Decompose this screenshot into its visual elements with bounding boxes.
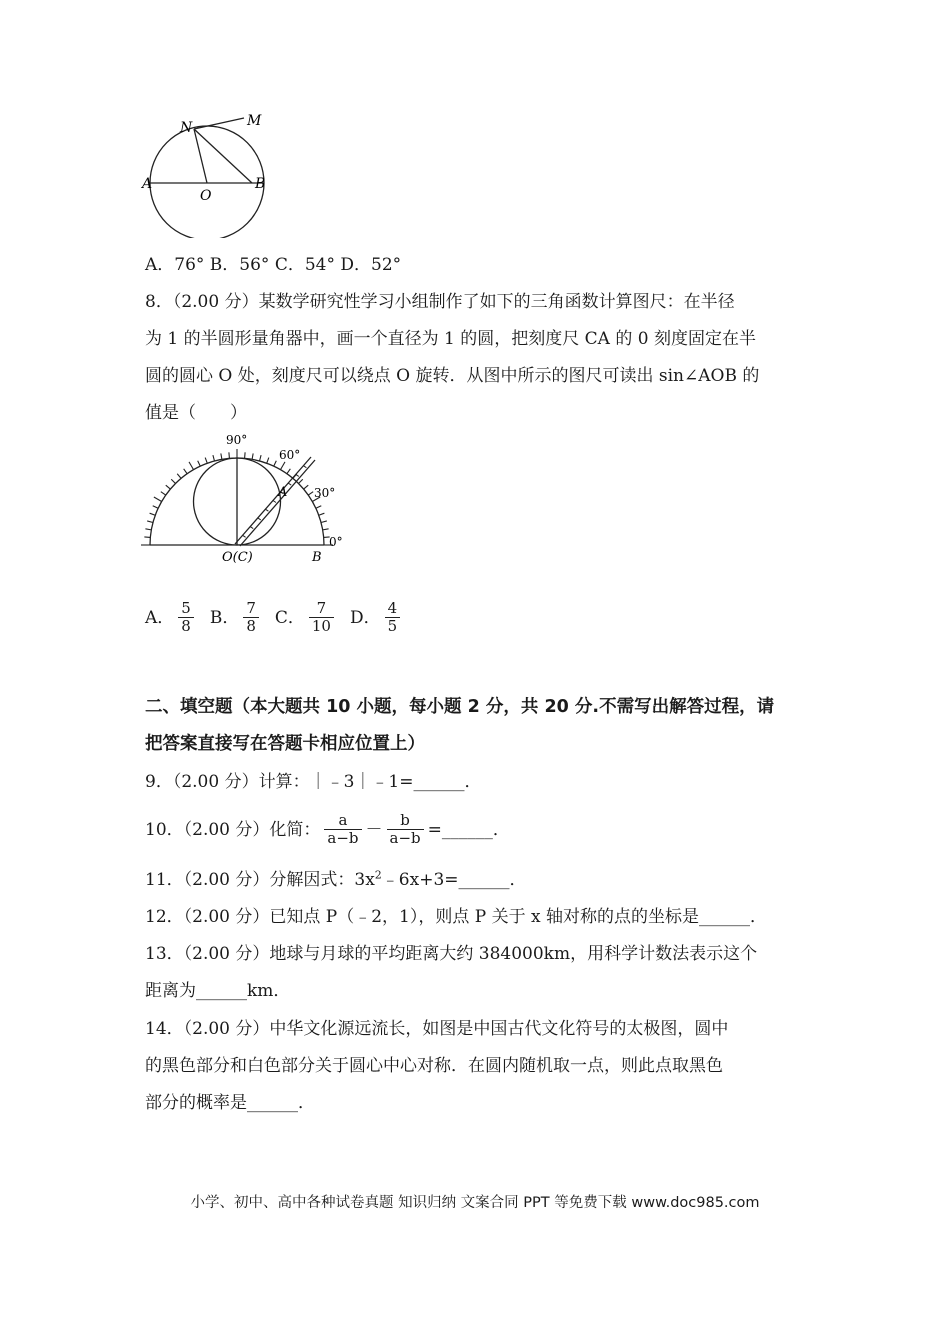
label-b: B (312, 550, 322, 565)
protractor-tick (189, 462, 194, 470)
q8-option-b-fraction: $\frac{7}{8}$ (243, 600, 259, 635)
protractor-tick (323, 529, 329, 530)
protractor-tick (177, 474, 181, 479)
protractor-tick (319, 513, 325, 515)
q8-option-c-letter: C． (274, 607, 305, 628)
q9: 9．（2.00 分）计算：｜﹣3｜﹣1=______． (145, 772, 482, 792)
label-90: 90° (226, 433, 248, 447)
protractor-tick (245, 452, 246, 458)
q13-line-2: 距离为______km． (145, 981, 291, 1001)
chord-nb (194, 129, 252, 183)
label-30: 30° (314, 486, 336, 500)
label-m: M (247, 113, 262, 129)
q14-line-3: 部分的概率是______． (145, 1093, 315, 1113)
q8-option-a-fraction: $\frac{5}{8}$ (178, 600, 194, 635)
q8-options (145, 600, 404, 635)
ruler-ca (235, 457, 315, 546)
protractor-tick (150, 513, 156, 515)
protractor-tick (145, 529, 151, 530)
q8-option-c-fraction: $\frac{7}{10}$ (309, 600, 334, 635)
protractor-tick (321, 521, 327, 523)
ruler-tick (273, 501, 276, 503)
label-a: A (142, 176, 153, 192)
ruler-tick (296, 474, 299, 476)
protractor-tick (147, 521, 153, 523)
q10-minus: － (365, 819, 383, 840)
protractor-tick (161, 492, 166, 495)
page-footer: 小学、初中、高中各种试卷真题 知识归纳 文案合同 PPT 等免费下载 www.doc985.com (190, 1195, 760, 1211)
label-b: B (255, 176, 266, 192)
q10-prefix: 10．（2.00 分）化简： (145, 819, 321, 840)
q8-option-d-fraction: $\frac{4}{5}$ (385, 600, 401, 635)
q8-line-4: 值是（ ） (145, 403, 247, 423)
protractor-tick (260, 455, 262, 461)
q8-option-a-letter: A． (145, 607, 175, 628)
q11-exponent: 2 (374, 868, 382, 882)
label-60: 60° (279, 448, 301, 462)
q8-line-1: 8．（2.00 分）某数学研究性学习小组制作了如下的三角函数计算图尺：在半径 (145, 292, 735, 312)
q7-options: A．76° B．56° C．54° D．52° (145, 255, 402, 275)
protractor-tick (281, 462, 286, 470)
protractor-tick (267, 458, 269, 464)
label-oc: O(C) (222, 550, 253, 565)
ruler-tick (243, 535, 246, 537)
q11-prefix: 11．（2.00 分）分解因式：3x (145, 870, 375, 890)
protractor-tick (308, 492, 313, 495)
q8-option-b-letter: B． (209, 607, 240, 628)
protractor-tick (274, 461, 277, 466)
ruler-tick (303, 466, 306, 468)
q12: 12．（2.00 分）已知点 P（﹣2，1），则点 P 关于 x 轴对称的点的坐标是______． (145, 907, 768, 927)
q11-suffix: ﹣6x+3=______． (381, 870, 527, 890)
protractor-tick (171, 479, 175, 483)
protractor-tick (205, 458, 207, 464)
protractor-tick (287, 469, 290, 474)
ruler-tick (250, 527, 253, 529)
protractor-tick (153, 506, 158, 509)
protractor-tick (252, 453, 253, 459)
label-o: O (200, 188, 212, 204)
protractor-figure (140, 430, 360, 570)
protractor-tick (304, 485, 309, 489)
q8-line-2: 为 1 的半圆形量角器中，画一个直径为 1 的圆，把刻度尺 CA 的 0 刻度固定在半 (145, 329, 756, 349)
label-0: 0° (329, 535, 343, 549)
q10-suffix: =______． (427, 819, 510, 840)
protractor-tick (144, 537, 150, 538)
protractor-tick (166, 485, 171, 489)
q8-option-d-letter: D． (349, 607, 381, 628)
ruler-tick (265, 509, 268, 511)
q10-fraction-2: $\frac{b}{a-b}$ (387, 812, 424, 847)
protractor-tick (221, 453, 222, 459)
protractor-tick (198, 461, 201, 466)
label-a: A (278, 485, 288, 500)
protractor-tick (213, 455, 215, 461)
section-2-heading-line-1: 二、填空题（本大题共 10 小题，每小题 2 分，共 20 分.不需写出解答过程，请 (145, 697, 775, 717)
protractor-tick (184, 469, 187, 474)
ruler-tick (288, 483, 291, 485)
q8-line-3: 圆的圆心 O 处，刻度尺可以绕点 O 旋转．从图中所示的图尺可读出 sin∠AOB 的 (145, 366, 760, 386)
q10-fraction-1: $\frac{a}{a-b}$ (324, 812, 361, 847)
q13-line-1: 13．（2.00 分）地球与月球的平均距离大约 384000km，用科学计数法表示这个 (145, 944, 758, 964)
protractor-tick (299, 479, 303, 483)
radius-on (194, 129, 207, 183)
q14-line-1: 14．（2.00 分）中华文化源远流长，如图是中国古代文化符号的太极图，圆中 (145, 1019, 729, 1039)
q14-line-2: 的黑色部分和白色部分关于圆心中心对称．在圆内随机取一点，则此点取黑色 (145, 1056, 723, 1076)
q10 (145, 812, 510, 847)
protractor-tick (229, 452, 230, 458)
protractor-tick (316, 506, 321, 509)
section-2-heading-line-2: 把答案直接写在答题卡相应位置上） (145, 734, 425, 754)
q11 (145, 869, 527, 891)
ruler-tick (258, 518, 261, 520)
label-n: N (180, 120, 193, 136)
protractor-tick (154, 497, 162, 502)
circle-tangent-figure (138, 108, 278, 238)
